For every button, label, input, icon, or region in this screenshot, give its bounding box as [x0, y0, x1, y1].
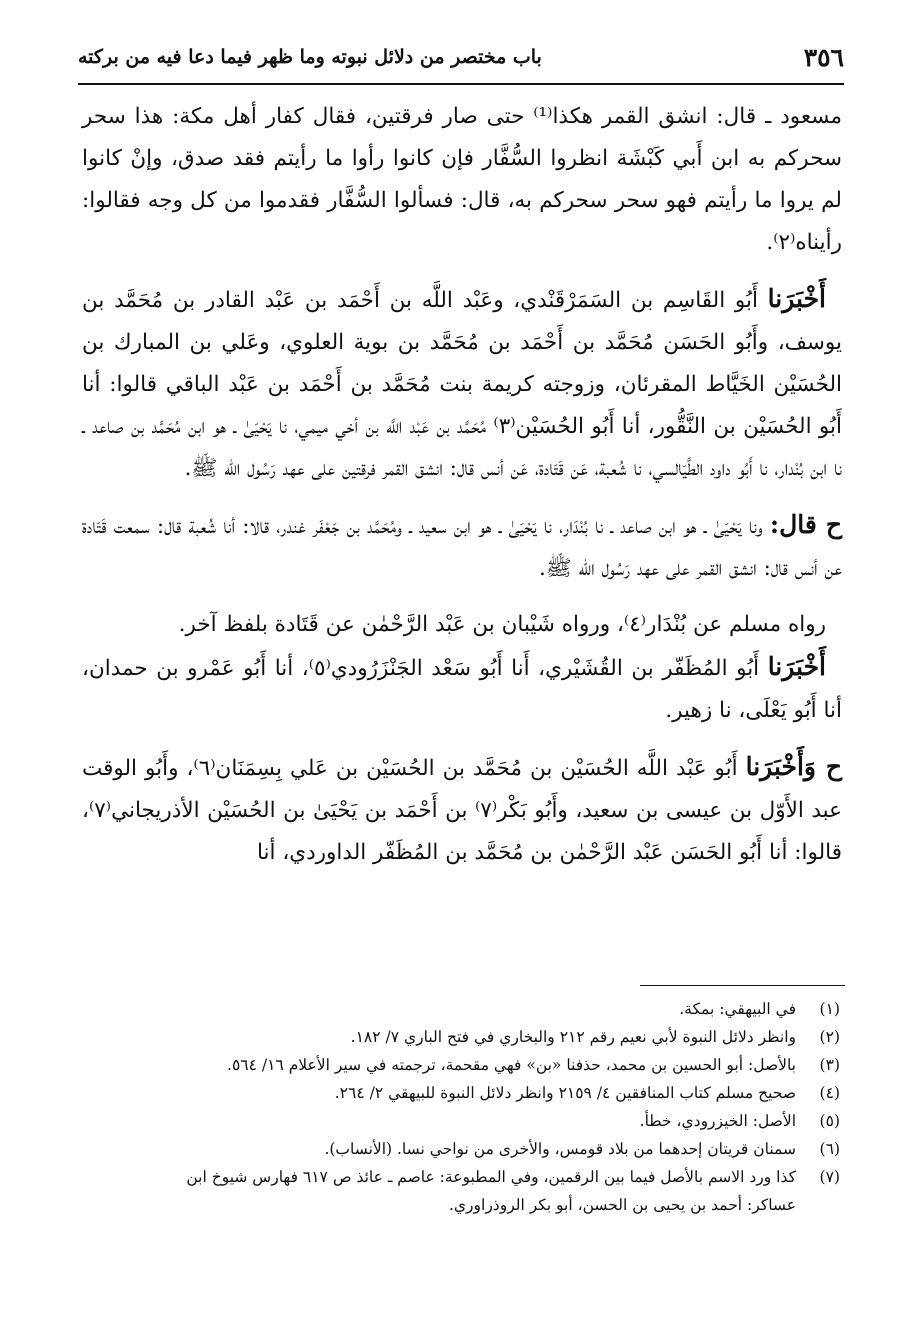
text-line: الوقت عبد الأَوّل بن عيسى بن سعيد، وأَبُو بَكْر⁽٧⁾ بن أَحْمَد بن يَحْيَىٰ بن الحُسَيْن	[82, 756, 842, 823]
footnote-number: (١)	[819, 1000, 840, 1018]
main-text	[82, 96, 842, 874]
text-line: حمدان، أنا أَبُو يَعْلَى، نا زهير.	[82, 656, 842, 723]
paragraph-5	[82, 646, 842, 732]
paragraph-2	[82, 278, 842, 490]
text-line: أَبُو القَاسِم بن السَمَرْقَنْدي، وعَبْد اللَّه بن أَحْمَد بن عَبْد القادر بن	[172, 288, 768, 313]
isnad-keyword: ح قال:	[769, 510, 842, 539]
footnote-number: (٣)	[819, 1056, 840, 1074]
footnote-text: في البيهقي: بمكة.	[679, 1000, 796, 1018]
text-line: رأيناه⁽٢⁾.	[766, 230, 842, 255]
text-line: يروا ما رأيتم فهو سحر سحركم به، قال: فسألوا السُّفَّار فقدموا من كل وجه فقالوا:	[82, 188, 814, 213]
footnote-item	[78, 1023, 840, 1051]
footnote-item	[78, 1079, 840, 1107]
footnote-text: بالأصل: أبو الحسين بن محمد، حذفنا «بن» فهي مقحمة، ترجمته في سير الأعلام ١٦/ ٥٦٤.	[227, 1056, 796, 1074]
footnote-item	[78, 1135, 840, 1163]
running-title: باب مختصر من دلائل نبوته وما ظهر فيما دعا فيه من بركته	[78, 46, 542, 68]
footnote-item	[78, 1163, 840, 1191]
text-line: مسعود ـ قال: انشق القمر هكذا⁽¹⁾ حتى صار فرقتين، فقال كفار أهل مكة: هذا سحر	[82, 104, 842, 129]
footnotes	[78, 995, 840, 1219]
text-line: أَبُو المُظَفّر بن القُشَيْري، أَنا أَبُو سَعْد الجَنْزَرُودي⁽٥⁾، أنا أَبُو عَمْرو بن	[156, 656, 768, 681]
text-line: عَبْد الباقي قالوا: أنا أَبُو الحُسَيْن بن النَّقُّور، أنا أَبُو الحُسَيْن⁽٣⁾ مُحَمَّد بن عَبْد اللَّه بن	[82, 372, 842, 439]
text-line: مُحَمَّد بن يوسف، وأَبُو الحَسَن مُحَمَّد بن أَحْمَد بن مُحَمَّد بن بوية العلوي، وعَلي بن	[82, 288, 843, 355]
text-line: شُعبة، عَن قَتَادة، عَن أنس قال: انشق القمر فرقتين على عهد رَسُول الله ﷺ.	[184, 456, 627, 481]
footnote-number: (٤)	[819, 1084, 840, 1102]
page-number: ٣٥٦	[803, 42, 844, 72]
isnad-keyword: ح وَأَخْبَرَنا	[745, 752, 842, 781]
text-line: على عهد رَسُول الله ﷺ.	[538, 556, 690, 581]
paragraph-1	[82, 96, 842, 264]
text-line: ومُحَمَّد بن جَعْفَر غندر، قالا: أنا شُعبة قال: سمعت قَتَادة عن أنس قال: انشق القمر	[82, 514, 842, 581]
header-divider	[78, 83, 844, 85]
text-line: سحركم به ابن أَبي كَبْشَة انظروا السُّفَّار فإن كانوا رأوا ما رأيتم فقد صدق، وإنْ كانوا لم	[82, 146, 842, 213]
text-line: ونا يَحْيَىٰ ـ هو ابن صاعد ـ نا بُنْدَار، نا يَحْيَىٰ ـ هو ابن سعيد ـ	[409, 514, 770, 539]
page-header	[78, 36, 844, 78]
footnote-number: (٦)	[819, 1140, 840, 1158]
text-line: أَبُو عَبْد اللَّه الحُسَيْن بن مُحَمَّد بن الحُسَيْن بن عَلي بِسِمَنَان⁽٦⁾، وأَبُو	[145, 756, 746, 781]
footnote-item	[78, 995, 840, 1023]
text-line: المبارك بن الحُسَيْن الخَيَّاط المقرئان، وزوجته كريمة بنت مُحَمَّد بن أَحْمَد بن	[82, 330, 842, 397]
footnote-number: (٧)	[819, 1168, 840, 1186]
footnote-number: (٥)	[819, 1112, 840, 1130]
footnote-text: سمنان قريتان إحدهما من بلاد قومس، والأخرى من نواحي نسا. (الأنساب).	[324, 1140, 796, 1158]
footnote-text: صحيح مسلم كتاب المنافقين ٤/ ٢١٥٩ وانظر دلائل النبوة للبيهقي ٢/ ٢٦٤.	[334, 1084, 796, 1102]
footnote-item	[78, 1107, 840, 1135]
footnote-number: (٢)	[819, 1028, 840, 1046]
paragraph-3	[82, 504, 842, 590]
isnad-keyword: أَخْبَرَنا	[767, 284, 826, 313]
footnote-text: كذا ورد الاسم بالأصل فيما بين الرقمين، وفي المطبوعة: عاصم ـ عائذ ص ٦١٧ فهارس شيوخ ابن	[186, 1168, 796, 1186]
text-line: الأذريجاني⁽٧⁾، قالوا: أنا أَبُو الحَسَن عَبْد الرَّحْمٰن بن مُحَمَّد بن المُظَفّر الداوردي، أنا	[82, 798, 842, 865]
footnote-item	[78, 1051, 840, 1079]
footnote-text: وانظر دلائل النبوة لأبي نعيم رقم ٢١٢ والبخاري في فتح الباري ٧/ ١٨٢.	[350, 1028, 796, 1046]
paragraph-6	[82, 746, 842, 874]
paragraph-4	[82, 604, 842, 646]
text-line: رواه مسلم عن بُنْدَار⁽٤⁾، ورواه شَيْبان بن عَبْد الرَّحْمٰن عن قَتَادة بلفظ آخر.	[178, 612, 826, 637]
footnote-divider	[640, 985, 845, 986]
footnote-continuation: عساكر: أحمد بن يحيى بن الحسن، أبو بكر الروذراوري.	[448, 1196, 796, 1214]
isnad-keyword: أَخْبَرَنا	[767, 652, 827, 681]
text-line: أخي ميمي، نا يَحْيَىٰ ـ هو ابن مُحَمَّد بن صاعد ـ نا ابن بُنْدار، نا أَبُو داود الطَّيَالسي، نا	[82, 414, 842, 481]
footnote-text: الأصل: الخيزرودي، خطأ.	[639, 1112, 796, 1130]
